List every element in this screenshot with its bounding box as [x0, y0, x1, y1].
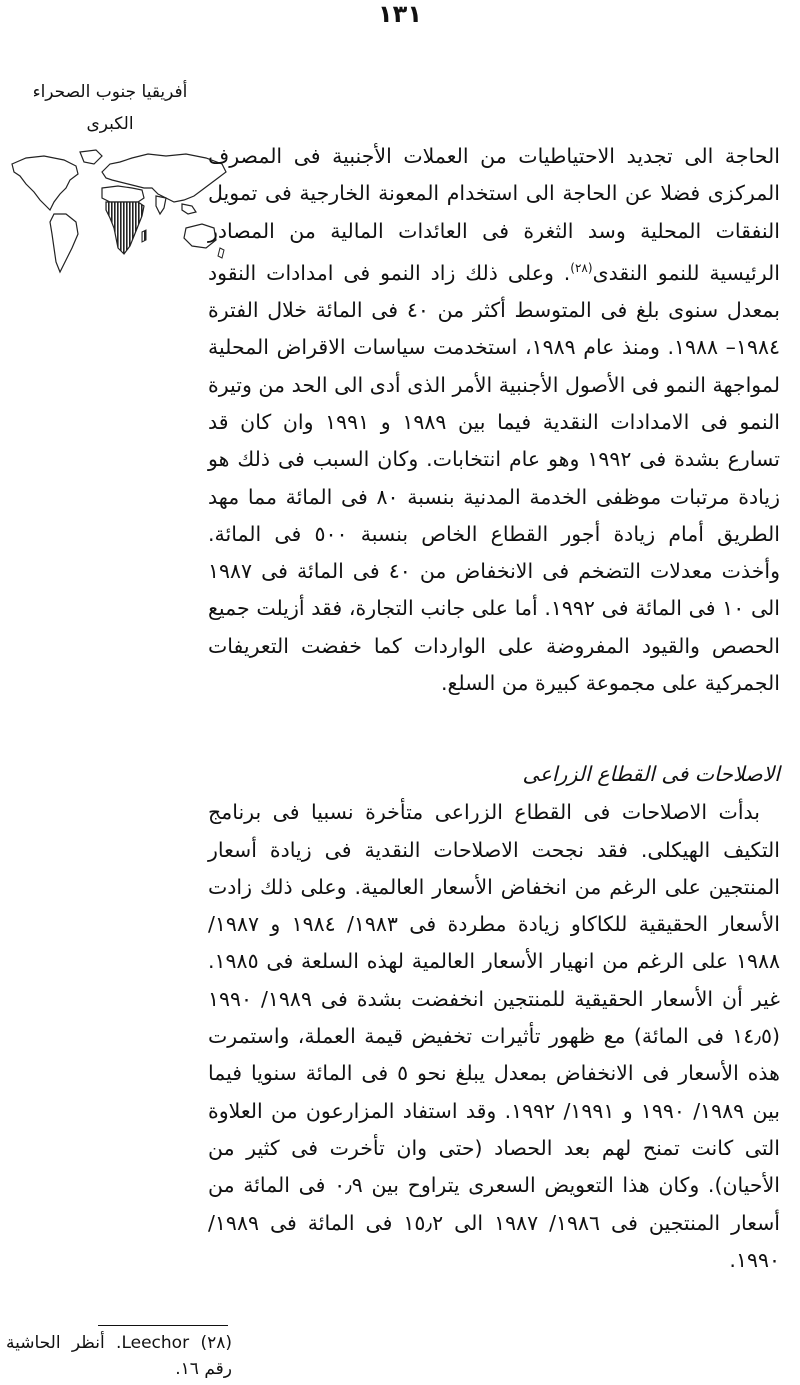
- paragraph1-text: الحاجة الى تجديد الاحتياطيات من العملات الأجنبية فى المصرف المركزى فضلا عن الحاجة الى استخدام المعونة الخارجية فى تمويل النفقات المحلية وسد الثغرة فى العائدات المالية من المصادر الرئيسية للنمو النقدى: [208, 144, 780, 285]
- india-shape: [156, 196, 166, 214]
- region-title-line2: الكبرى: [86, 114, 134, 134]
- main-text: [208, 138, 780, 1279]
- page-number: ١٣١: [378, 0, 422, 28]
- section-heading: الاصلاحات فى القطاع الزراعى: [522, 762, 780, 787]
- paragraph1-continued: . وعلى ذلك زاد النمو فى امدادات النقود بمعدل سنوى بلغ فى المتوسط أكثر من ٤٠ فى المائة خلال الفترة ١٩٨٤– ١٩٨٨. ومنذ عام ١٩٨٩، استخدمت سياسات الاقراض المحلية لمواجهة النمو فى الأصول الأجنبية الأمر الذى أدى الى الحد من وتيرة النمو فى الامدادات النقدية فيما بين ١٩٨٩ و ١٩٩١ وان كان قد تسارع بشدة فى ١٩٩٢ وهو عام انتخابات. وكان السبب فى ذلك هو زيادة مرتبات موظفى الخدمة المدنية بنسبة ٨٠ فى المائة مما مهد الطريق أمام زيادة أجور القطاع الخاص بنسبة ٥٠٠ فى المائة. وأخذت معدلات التضخم فى الانخفاض من ٤٠ فى المائة فى ١٩٨٧ الى ١٠ فى المائة فى ١٩٩٢. أما على جانب التجارة، فقد أزيلت جميع الحصص والقيود المفروضة على الواردات كما خفضت التعريفات الجمركية على مجموعة كبيرة من السلع.: [208, 260, 780, 695]
- footnote-reference: (٢٨): [570, 260, 593, 275]
- world-map-icon: [6, 144, 232, 284]
- world-map-africa-highlighted-icon: [6, 144, 232, 284]
- south-america-shape: [50, 214, 78, 272]
- footnote-text: . أنظر الحاشية رقم ١٦.: [6, 1333, 232, 1379]
- north-america-shape: [12, 156, 78, 210]
- madagascar-shape: [142, 230, 146, 242]
- region-title-line1: أفريقيا جنوب الصحراء: [32, 82, 188, 102]
- footnote-author: Leechor: [121, 1333, 190, 1353]
- paragraph-agricultural-reforms: بدأت الاصلاحات فى القطاع الزراعى متأخرة نسبيا فى برنامج التكيف الهيكلى. فقد نجحت الاصلاحات النقدية فى زيادة أسعار المنتجين على الرغم من انخفاض الأسعار العالمية. وعلى ذلك زادت الأسعار الحقيقية للكاكاو زيادة مطردة فى ١٩٨٣/ ١٩٨٤ و ١٩٨٧/ ١٩٨٨ على الرغم من انهيار الأسعار العالمية لهذه السلعة فى ١٩٨٥. غير أن الأسعار الحقيقية للمنتجين انخفضت بشدة فى ١٩٨٩/ ١٩٩٠ (١٤٫٥ فى المائة) مع ظهور تأثيرات تخفيض قيمة العملة، واستمرت هذه الأسعار فى الانخفاض بمعدل يبلغ نحو ٥ فى المائة سنويا فيما بين ١٩٨٩/ ١٩٩٠ و ١٩٩١/ ١٩٩٢. وقد استفاد المزارعون من العلاوة التى كانت تمنح لهم بعد الحصاد (حتى وان تأخرت فى كثير من الأحيان). وكان هذا التعويض السعرى يتراوح بين ٠٫٩ فى المائة من أسعار المنتجين فى ١٩٨٦/ ١٩٨٧ الى ١٥٫٢ فى المائة فى ١٩٨٩/ ١٩٩٠.: [208, 800, 780, 1272]
- se-asia-shape: [182, 204, 196, 214]
- north-africa-shape: [102, 186, 144, 202]
- greenland-shape: [80, 150, 102, 164]
- footnote-divider: [98, 1325, 228, 1326]
- footnote-number: (٢٨): [200, 1333, 232, 1353]
- paragraph-monetary-reforms: [208, 138, 780, 702]
- footnote: [6, 1330, 232, 1382]
- sub-saharan-africa-shape: [106, 202, 144, 254]
- sidebar-region-label: [0, 76, 232, 284]
